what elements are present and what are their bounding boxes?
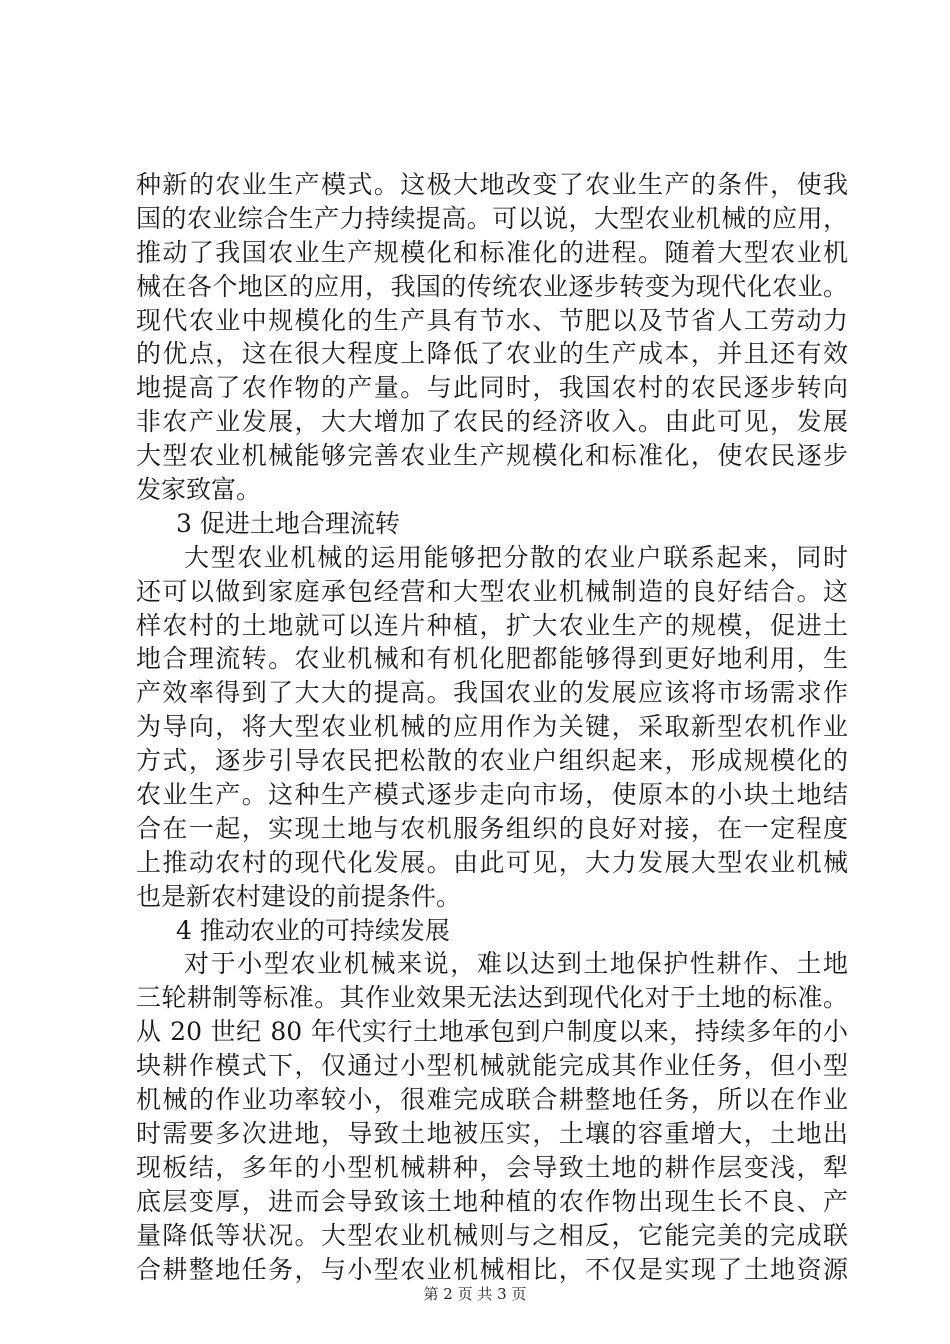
text-line: 大型农业机械能够完善农业生产规模化和标准化，使农民逐步 [136,441,848,471]
text-line: 量降低等状况。大型农业机械则与之相反，它能完美的完成联 [136,1220,848,1250]
paragraph-sustainable-development [136,947,848,1286]
text-line: 合在一起，实现土地与农机服务组织的良好对接，在一定程度 [136,813,848,843]
page-footer: 第 2 页 共 3 页 [423,1285,527,1303]
text-line: 块耕作模式下，仅通过小型机械就能完成其作业任务，但小型 [136,1051,848,1081]
document-body [136,168,848,1286]
text-line: 机械的作业功率较小，很难完成联合耕整地任务，所以在作业 [136,1085,848,1115]
section-heading-4: 4 推动农业的可持续发展 [176,915,450,945]
text-line: 地合理流转。农业机械和有机化肥都能够得到更好地利用，生 [136,644,848,674]
text-line: 的优点，这在很大程度上降低了农业的生产成本，并且还有效 [136,339,848,369]
text-line: 发家致富。 [136,475,262,505]
text-line: 对于小型农业机械来说，难以达到土地保护性耕作、土地 [184,949,848,979]
text-line: 上推动农村的现代化发展。由此可见，大力发展大型农业机械 [136,847,848,877]
text-line: 样农村的土地就可以连片种植，扩大农业生产的规模，促进土 [136,610,848,640]
text-line: 地提高了农作物的产量。与此同时，我国农村的农民逐步转向 [136,373,848,403]
text-line: 三轮耕制等标准。其作业效果无法达到现代化对于土地的标准。 [136,983,848,1013]
text-line: 农业生产。这种生产模式逐步走向市场，使原本的小块土地结 [136,780,848,810]
text-line: 为导向，将大型农业机械的应用作为关键，采取新型农机作业 [136,712,848,742]
text-line: 非农产业发展，大大增加了农民的经济收入。由此可见，发展 [136,407,848,437]
paragraph-continuation [136,168,848,507]
text-line: 从 20 世纪 80 年代实行土地承包到户制度以来，持续多年的小 [136,1017,848,1047]
text-line: 产效率得到了大大的提高。我国农业的发展应该将市场需求作 [136,678,848,708]
text-line: 推动了我国农业生产规模化和标准化的进程。随着大型农业机 [136,237,848,267]
text-line: 也是新农村建设的前提条件。 [136,881,462,911]
text-line: 种新的农业生产模式。这极大地改变了农业生产的条件，使我 [136,170,848,199]
text-line: 底层变厚，进而会导致该土地种植的农作物出现生长不良、产 [136,1186,848,1216]
text-line: 国的农业综合生产力持续提高。可以说，大型农业机械的应用， [136,203,848,233]
paragraph-land-transfer [136,541,848,914]
text-line: 还可以做到家庭承包经营和大型农业机械制造的良好结合。这 [136,576,848,606]
text-line: 大型农业机械的运用能够把分散的农业户联系起来，同时 [184,542,848,572]
section-heading-3: 3 促进土地合理流转 [176,508,400,538]
text-line: 现板结，多年的小型机械耕种，会导致土地的耕作层变浅，犁 [136,1152,848,1182]
text-line: 械在各个地区的应用，我国的传统农业逐步转变为现代化农业。 [136,271,848,301]
text-line: 时需要多次进地，导致土地被压实，土壤的容重增大，土地出 [136,1118,848,1148]
text-line: 方式，逐步引导农民把松散的农业户组织起来，形成规模化的 [136,746,848,776]
text-line: 现代农业中规模化的生产具有节水、节肥以及节省人工劳动力 [136,305,848,335]
text-line: 合耕整地任务，与小型农业机械相比，不仅是实现了土地资源 [136,1254,848,1284]
